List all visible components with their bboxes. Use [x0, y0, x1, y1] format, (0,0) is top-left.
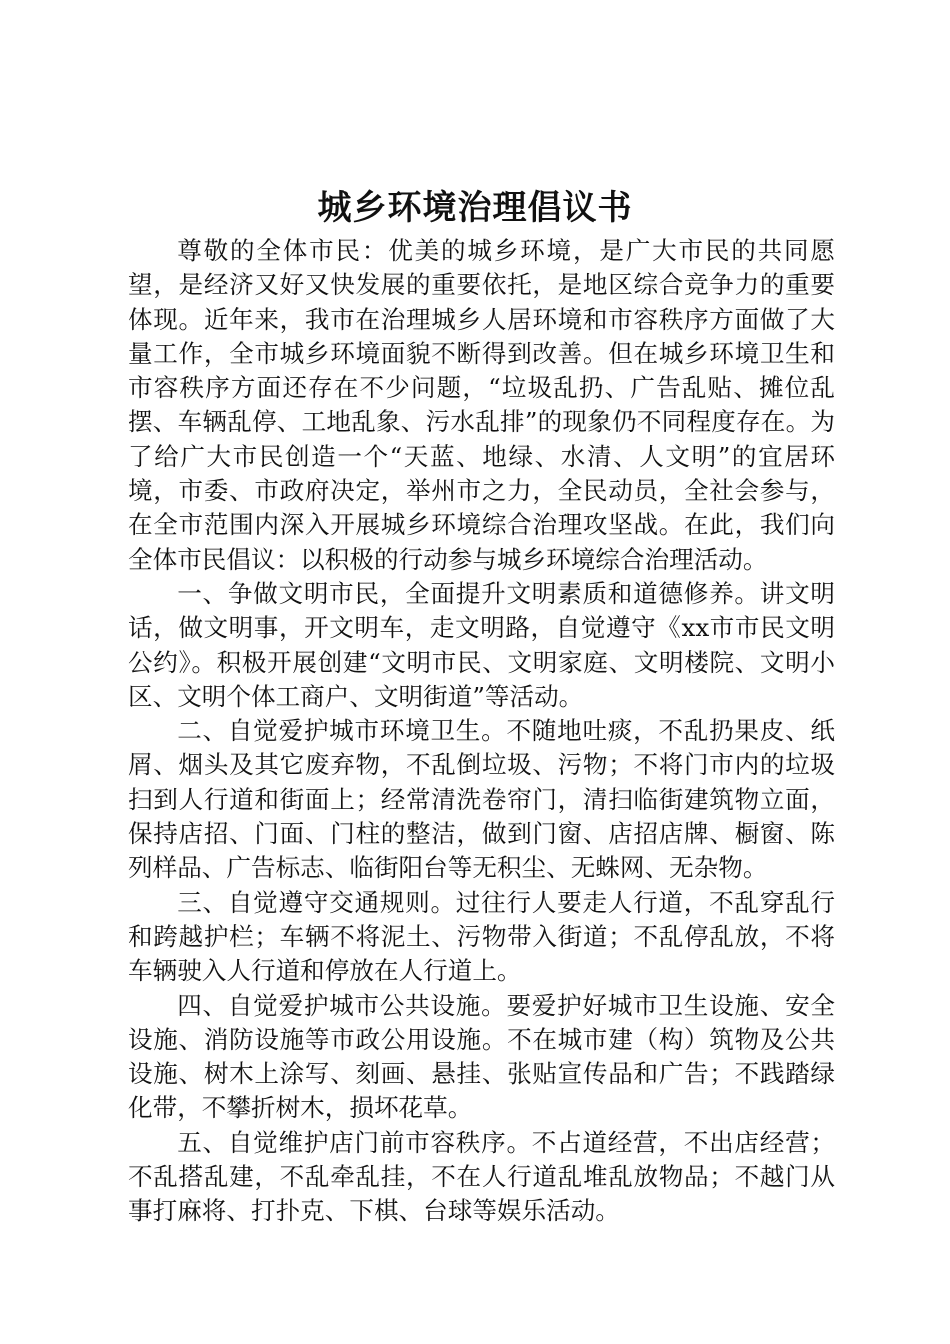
paragraph-item-1: 一、争做文明市民，全面提升文明素质和道德修养。讲文明话，做文明事，开文明车，走文明路，自觉遵守《xx市市民文明公约》。积极开展创建“文明市民、文明家庭、文明楼院、文明小区、文明个体工商户、文明街道”等活动。 — [128, 578, 835, 711]
document-body — [128, 234, 835, 1229]
paragraph-item-4: 四、自觉爱护城市公共设施。要爱护好城市卫生设施、安全设施、消防设施等市政公用设施。不在城市建（构）筑物及公共设施、树木上涂写、刻画、悬挂、张贴宣传品和广告；不践踏绿化带，不攀折树木，损坏花草。 — [128, 990, 835, 1123]
paragraph-greeting: 尊敬的全体市民：优美的城乡环境，是广大市民的共同愿望，是经济又好又快发展的重要依托，是地区综合竞争力的重要体现。近年来，我市在治理城乡人居环境和市容秩序方面做了大量工作，全市城乡环境面貌不断得到改善。但在城乡环境卫生和市容秩序方面还存在不少问题，“垃圾乱扔、广告乱贴、摊位乱摆、车辆乱停、工地乱象、污水乱排”的现象仍不同程度存在。为了给广大市民创造一个“天蓝、地绿、水清、人文明”的宜居环境，市委、市政府决定，举州市之力，全民动员，全社会参与，在全市范围内深入开展城乡环境综合治理攻坚战。在此，我们向全体市民倡议：以积极的行动参与城乡环境综合治理活动。 — [128, 236, 835, 574]
paragraph-item-3: 三、自觉遵守交通规则。过往行人要走人行道，不乱穿乱行和跨越护栏；车辆不将泥土、污物带入街道；不乱停乱放，不将车辆驶入人行道和停放在人行道上。 — [128, 887, 835, 986]
paragraph-item-5: 五、自觉维护店门前市容秩序。不占道经营，不出店经营；不乱搭乱建，不乱牵乱挂，不在人行道乱堆乱放物品；不越门从事打麻将、打扑克、下棋、台球等娱乐活动。 — [128, 1127, 835, 1226]
paragraph-item-2: 二、自觉爱护城市环境卫生。不随地吐痰，不乱扔果皮、纸屑、烟头及其它废弃物，不乱倒垃圾、污物；不将门市内的垃圾扫到人行道和街面上；经常清洗卷帘门，清扫临街建筑物立面，保持店招、门面、门柱的整洁，做到门窗、店招店牌、橱窗、陈列样品、广告标志、临街阳台等无积尘、无蛛网、无杂物。 — [128, 716, 835, 883]
document-title: 城乡环境治理倡议书 — [317, 188, 633, 228]
